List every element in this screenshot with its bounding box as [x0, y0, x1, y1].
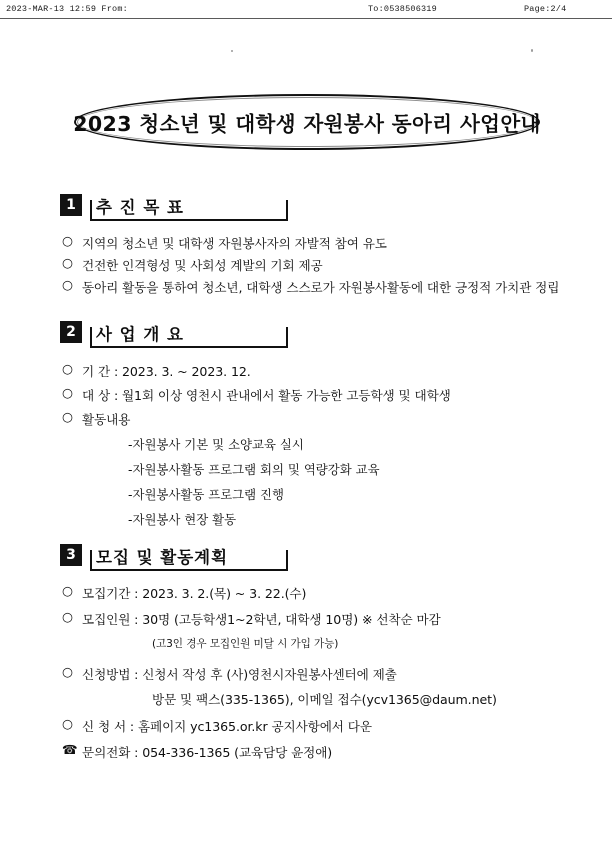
section-title-3: 모집 및 활동계획: [96, 548, 229, 567]
document-page: [0, 26, 612, 844]
section-2-item-2: 대 상 : 월1회 이상 영천시 관내에서 활동 가능한 고등학생 및 대학생: [82, 388, 451, 403]
header-divider: [0, 18, 612, 19]
bullet-icon: ○: [62, 664, 73, 679]
bullet-icon: ○: [62, 277, 73, 292]
section-number-1: 1: [60, 194, 82, 216]
bullet-icon: ○: [62, 233, 73, 248]
bullet-icon: ○: [62, 361, 73, 376]
contact-line: 문의전화 : 054-336-1365 (교육담당 윤정애): [82, 745, 333, 760]
section-2-subitem-2: -자원봉사활동 프로그램 회의 및 역량강화 교육: [128, 462, 380, 477]
bullet-icon: ○: [62, 385, 73, 400]
bullet-icon: ○: [62, 609, 73, 624]
section-3-subline: 방문 및 팩스(335-1365), 이메일 접수(ycv1365@daum.net): [152, 692, 497, 707]
fax-header-page: Page:2/4: [524, 4, 567, 14]
section-tick-right-3: [286, 550, 288, 571]
section-title-2: 사 업 개 요: [96, 325, 184, 344]
section-2-item-3: 활동내용: [82, 412, 131, 427]
bullet-icon: ○: [62, 255, 73, 270]
section-3-item-3: 신청방법 : 신청서 작성 후 (사)영천시자원봉사센터에 제출: [82, 667, 397, 682]
section-tick-left-3: [90, 550, 92, 571]
section-1-item-2: 건전한 인격형성 및 사회성 계발의 기회 제공: [82, 258, 323, 273]
section-2-item-1: 기 간 : 2023. 3. ~ 2023. 12.: [82, 364, 251, 379]
section-2-subitem-4: -자원봉사 현장 활동: [128, 512, 237, 527]
section-2-subitem-3: -자원봉사활동 프로그램 진행: [128, 487, 284, 502]
document-title-banner: [74, 94, 540, 150]
section-1-item-3: 동아리 활동을 통하여 청소년, 대학생 스스로가 자원봉사활동에 대한 긍정적 가치관 정립: [82, 280, 560, 295]
section-3-item-4: 신 청 서 : 홈페이지 yc1365.or.kr 공지사항에서 다운: [82, 719, 372, 734]
bullet-icon: ○: [62, 409, 73, 424]
section-underline-2: [90, 346, 288, 348]
section-heading-2: [60, 321, 310, 351]
page-title: 2023 청소년 및 대학생 자원봉사 동아리 사업안내: [73, 112, 541, 136]
section-heading-1: [60, 194, 310, 224]
section-number-2: 2: [60, 321, 82, 343]
section-heading-3: [60, 544, 310, 574]
section-underline-3: [90, 569, 288, 571]
section-number-3: 3: [60, 544, 82, 566]
section-3-note: (고3인 경우 모집인원 미달 시 가입 가능): [152, 638, 339, 650]
bullet-icon: ○: [62, 583, 73, 598]
fax-header-to: To:0538506319: [368, 4, 437, 14]
section-3-item-1: 모집기간 : 2023. 3. 2.(목) ~ 3. 22.(수): [82, 586, 307, 601]
section-title-1: 추 진 목 표: [96, 198, 184, 217]
section-2-subitem-1: -자원봉사 기본 및 소양교육 실시: [128, 437, 304, 452]
section-tick-right-2: [286, 327, 288, 348]
section-tick-right-1: [286, 200, 288, 221]
bullet-icon: ○: [62, 716, 73, 731]
fax-header-from: 2023-MAR-13 12:59 From:: [6, 4, 128, 14]
section-tick-left-2: [90, 327, 92, 348]
section-1-item-1: 지역의 청소년 및 대학생 자원봉사자의 자발적 참여 유도: [82, 236, 387, 251]
section-underline-1: [90, 219, 288, 221]
section-tick-left-1: [90, 200, 92, 221]
section-3-item-2: 모집인원 : 30명 (고등학생1~2학년, 대학생 10명) ※ 선착순 마감: [82, 612, 441, 627]
telephone-icon: ☎: [62, 742, 78, 757]
